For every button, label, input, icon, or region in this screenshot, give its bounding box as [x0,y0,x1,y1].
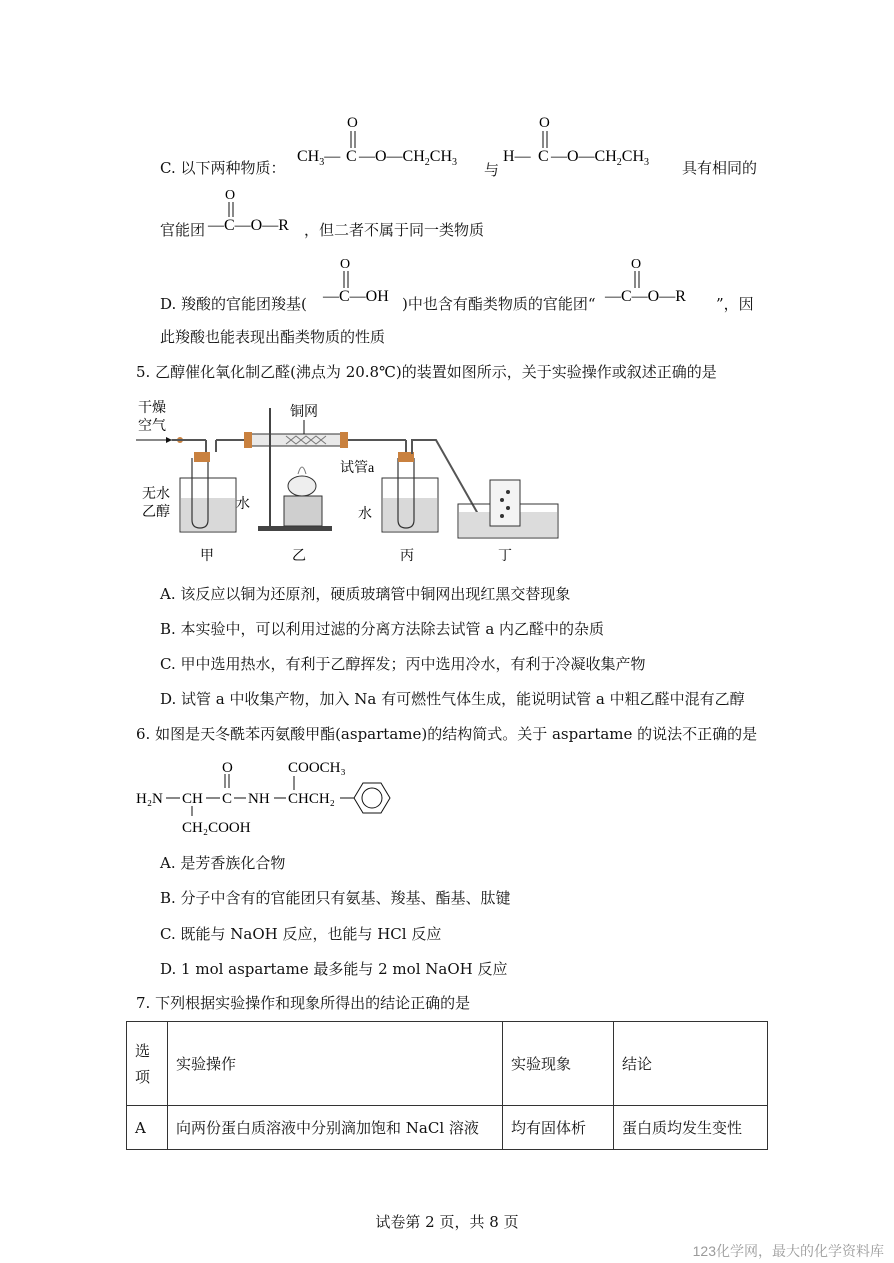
svg-text:CHCH₂: CHCH₂ [288,791,335,807]
table-row [127,1106,768,1150]
cell-conclusion: 蛋白质均发生变性 [614,1106,768,1150]
q4c-prefix: C. 以下两种物质： [160,159,286,177]
header-operation: 实验操作 [168,1022,503,1106]
svg-text:CH3—: $CH_3—$ [297,148,341,168]
svg-text:—O—CH2CH3: $—O—CH_2CH_3$ [359,148,458,168]
q5-option-c: C. 甲中选用热水，有利于乙醇挥发；丙中选用冷水，有利于冷凝收集产物 [160,655,646,673]
q6-option-b: B. 分子中含有的官能团只有氨基、羧基、酯基、肽键 [160,889,511,907]
svg-text:NH: NH [248,791,270,807]
q4d-mid: )中也含有酯类物质的官能团“ [402,295,596,313]
header-conclusion: 结论 [614,1022,768,1106]
cell-operation: 向两份蛋白质溶液中分别滴加饱和 NaCl 溶液 [168,1106,503,1150]
svg-text:—C—OH: —C—OH [323,288,389,305]
svg-text:CH₂COOH: CH₂COOH [182,820,251,836]
label-copper-mesh: 铜网 [290,405,318,420]
svg-text:COOCH₃: COOCH₃ [288,760,346,776]
aspartame-structure [136,756,406,840]
svg-text:C: C [222,791,233,807]
label-ding: 丁 [498,549,512,564]
svg-text:O: O [631,257,642,272]
ester-group-formula-d [604,256,714,308]
label-bing: 丙 [400,549,414,564]
q4d-line2: 此羧酸也能表现出酯类物质的性质 [160,328,386,346]
svg-text:CH: CH [182,791,203,807]
q6-option-a: A. 是芳香族化合物 [160,854,286,872]
header-phenomenon: 实验现象 [503,1022,614,1106]
label-water-jia: 水 [236,497,250,512]
q4c-line2-suffix: ，但二者不属于同一类物质 [304,221,485,239]
label-anhydrous-2: 乙醇 [142,505,170,520]
svg-text:O: O [222,760,233,776]
cell-phenomenon: 均有固体析 [503,1106,614,1150]
svg-text:H—: H— [503,148,531,165]
ester-group-formula [207,188,307,238]
svg-text:—C—O—R: —C—O—R [605,288,686,305]
label-water-bing: 水 [358,507,372,522]
svg-text:O: O [539,115,550,131]
ethyl-acetate-formula [296,112,486,174]
cell-option: A [127,1106,168,1150]
q4c-suffix: 具有相同的 [682,159,758,177]
label-dry-air-1: 干燥 [138,401,166,416]
svg-text:—O—CH2CH3: $—O—CH_2CH_3$ [551,148,650,168]
q4c-line2-prefix: 官能团 [160,221,206,239]
label-anhydrous-1: 无水 [142,487,170,502]
watermark: 123化学网，最大的化学资料库 [692,1243,884,1259]
q4d-suffix: ”，因 [716,295,754,313]
q4c-connector: 与 [484,161,500,179]
q4d-prefix: D. 羧酸的官能团羧基( [160,295,307,313]
ethyl-formate-formula [502,112,682,174]
svg-text:C: C [538,148,549,165]
label-tube-a: 试管a [340,461,375,476]
q7-table [126,1021,768,1150]
q5-option-a: A. 该反应以铜为还原剂，硬质玻璃管中铜网出现红黑交替现象 [160,585,571,603]
svg-text:C: C [346,148,357,165]
q7-stem: 7. 下列根据实验操作和现象所得出的结论正确的是 [136,994,471,1012]
q5-option-d: D. 试管 a 中收集产物，加入 Na 有可燃性气体生成，能说明试管 a 中粗乙醛中混有乙醇 [160,690,745,708]
svg-text:O: O [340,257,351,272]
q6-option-d: D. 1 mol aspartame 最多能与 2 mol NaOH 反应 [160,960,508,978]
q5-option-b: B. 本实验中，可以利用过滤的分离方法除去试管 a 内乙醛中的杂质 [160,620,605,638]
svg-text:O: O [225,188,236,203]
svg-text:O: O [347,115,358,131]
svg-text:—C—O—R: —C—O—R [208,217,289,234]
q6-stem: 6. 如图是天冬酰苯丙氨酸甲酯(aspartame)的结构简式。关于 aspartame 的说法不正确的是 [136,725,758,743]
page-footer: 试卷第 2 页，共 8 页 [375,1213,519,1231]
label-yi: 乙 [292,549,306,564]
apparatus-diagram [136,396,566,568]
q6-option-c: C. 既能与 NaOH 反应，也能与 HCl 反应 [160,925,442,943]
svg-text:H₂N: H₂N [136,791,163,807]
carboxyl-group-formula [322,256,412,308]
q5-stem: 5. 乙醇催化氧化制乙醛(沸点为 20.8℃)的装置如图所示，关于实验操作或叙述正确的是 [136,363,717,381]
table-header-row [127,1022,768,1106]
label-dry-air-2: 空气 [138,419,166,434]
header-option: 选项 [127,1022,168,1106]
label-jia: 甲 [200,549,214,564]
